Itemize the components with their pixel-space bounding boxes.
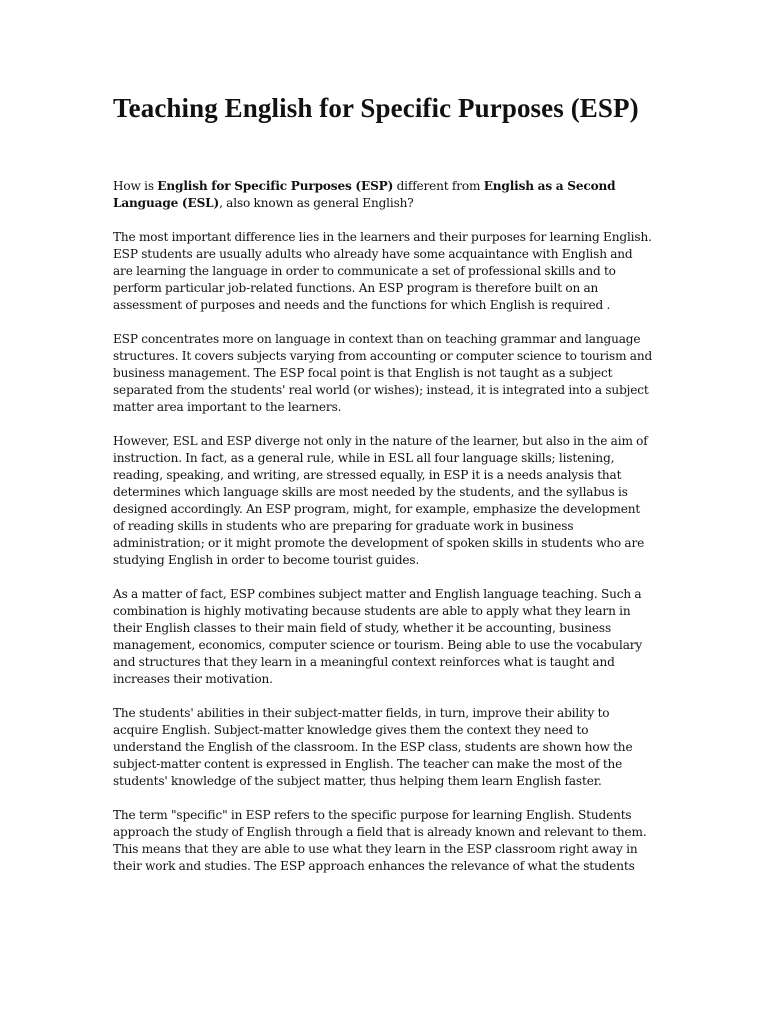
question-pre: How is bbox=[113, 179, 158, 193]
paragraph-4: As a matter of fact, ESP combines subject matter and English language teaching. Such a combination is highly motivating because students are able to apply what they learn in their English classes to their main field of study, whether it be accounting, business management, economics, computer science or tourism. Being able to use the vocabulary and structures that they learn in a meaningful context reinforces what is taught and increases their motivation. bbox=[113, 587, 643, 686]
paragraph-5: The students' abilities in their subject-matter fields, in turn, improve their ability to acquire English. Subject-matter knowledge gives them the context they need to understand the English of the classroom. In the ESP class, students are shown how the subject-matter content is expressed in English. The teacher can make the most of the students' knowledge of the subject matter, thus helping them learn English faster. bbox=[113, 706, 633, 788]
question-esp-term: English for Specific Purposes (ESP) bbox=[157, 179, 394, 193]
document-title: Teaching English for Specific Purposes (ESP) bbox=[113, 93, 639, 123]
question-mid: different from bbox=[393, 179, 484, 193]
document-body bbox=[113, 178, 653, 892]
question-esl-term: English as a Second Language (ESL) bbox=[113, 179, 616, 210]
paragraph-1: The most important difference lies in the learners and their purposes for learning English. ESP students are usually adults who already have some acquaintance with English and are learning the language in order to communicate a set of professional skills and to perform particular job-related functions. An ESP program is therefore built on an assessment of purposes and needs and the functions for which English is required . bbox=[113, 230, 652, 312]
intro-question bbox=[113, 178, 653, 212]
paragraph-6: The term "specific" in ESP refers to the specific purpose for learning English. Students approach the study of English through a field that is already known and relevant to them. This means that they are able to use what they learn in the ESP classroom right away in their work and studies. The ESP approach enhances the relevance of what the students bbox=[113, 808, 647, 873]
question-post: , also known as general English? bbox=[219, 196, 414, 210]
paragraph-3: However, ESL and ESP diverge not only in the nature of the learner, but also in the aim of instruction. In fact, as a general rule, while in ESL all four language skills; listening, reading, speaking, and writing, are stressed equally, in ESP it is a needs analysis that determines which language skills are most needed by the students, and the syllabus is designed accordingly. An ESP program, might, for example, emphasize the development of reading skills in students who are preparing for graduate work in business administration; or it might promote the development of spoken skills in students who are studying English in order to become tourist guides. bbox=[113, 434, 648, 567]
paragraph-2: ESP concentrates more on language in context than on teaching grammar and language structures. It covers subjects varying from accounting or computer science to tourism and business management. The ESP focal point is that English is not taught as a subject separated from the students' real world (or wishes); instead, it is integrated into a subject matter area important to the learners. bbox=[113, 332, 653, 414]
